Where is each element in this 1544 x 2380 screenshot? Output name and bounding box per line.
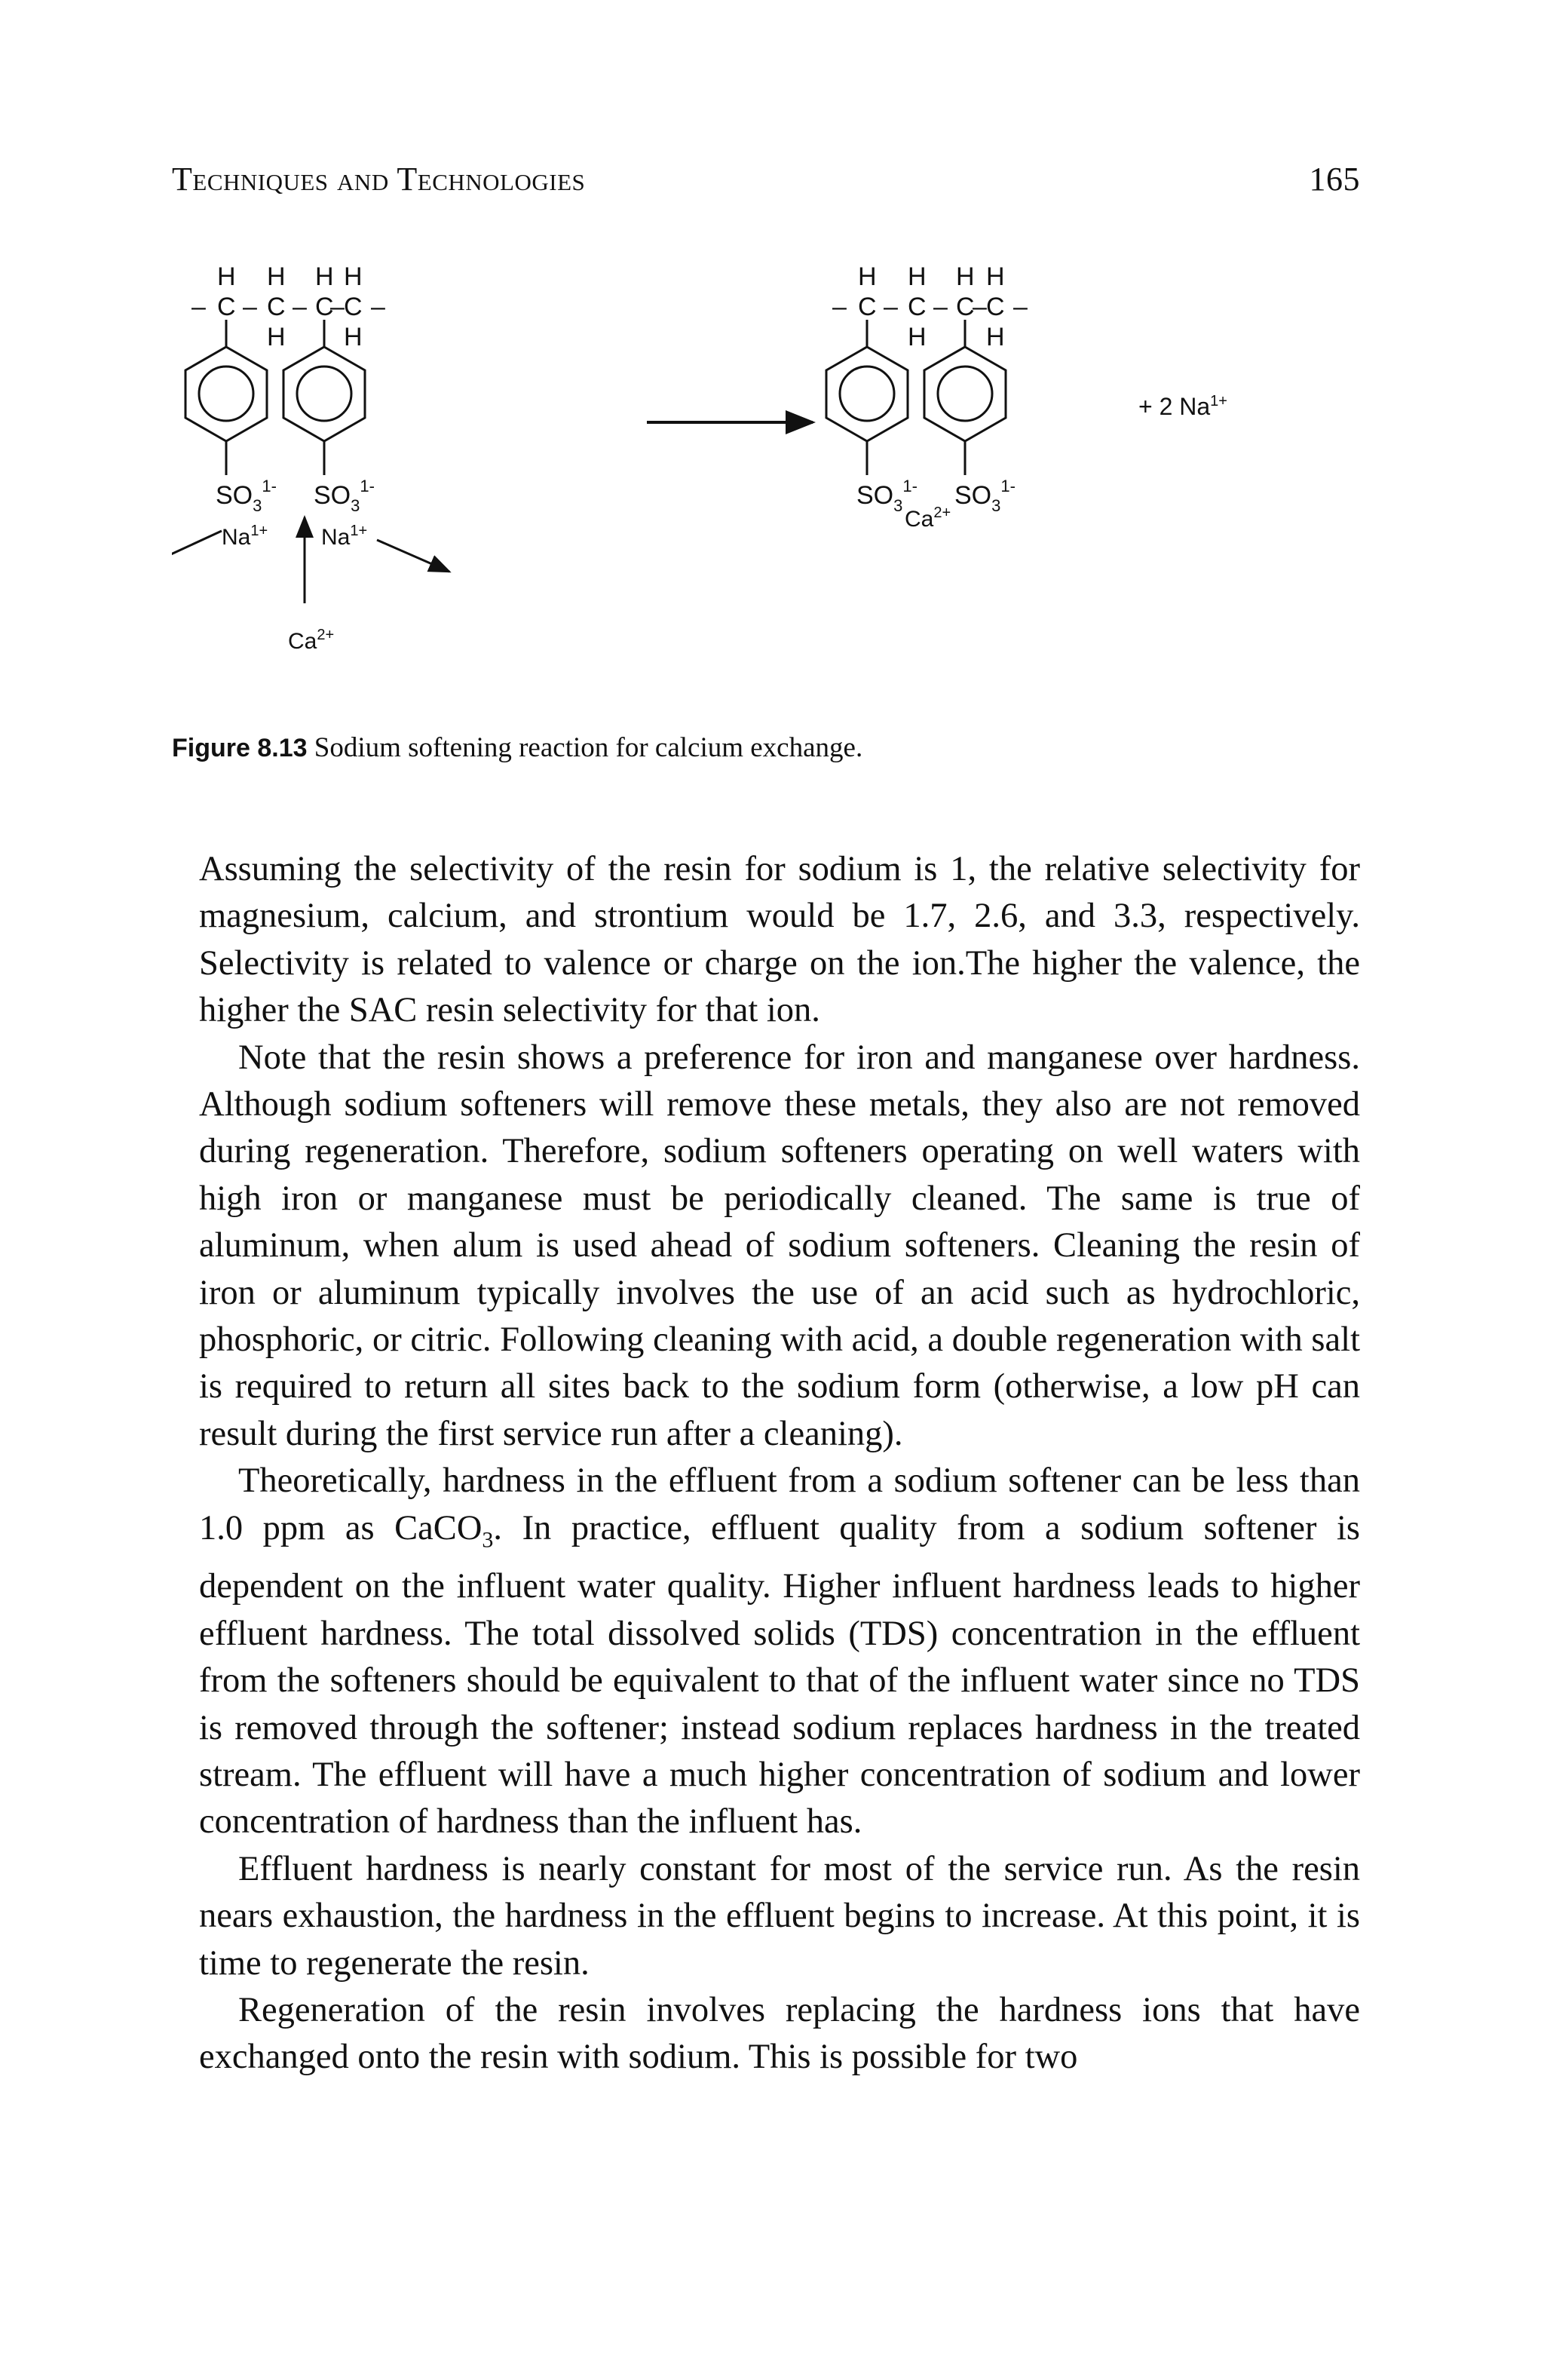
svg-text:Ca2+: $Ca^{2+}$ [288,627,335,654]
left-bond-1: – [191,293,206,321]
right-bond-1: – [832,293,847,321]
right-carbon-4: C [986,293,1005,321]
left-carbon-3: C [315,293,334,321]
left-carbon-4: C [344,293,363,321]
right-bond-3: – [933,293,948,321]
paragraph-effluent-quality: Theoretically, hardness in the effluent from a sodium softener can be less than 1.0 ppm as CaCO$_3$. In practice, effluent quality from a sodium softener is dependent on the influent water quality. Higher influent hardness leads to higher effluent hardness. The total dissolved solids (TDS) concentration in the effluent from the softeners should be equivalent to that of the influent water since no TDS is removed through the softener; instead sodium replaces hardness in the treated stream. The effluent will have a much higher concentration of sodium and lower concentration of hardness than the influent has. [199,1461,1361,1842]
right-h-top-4: H [986,262,1005,291]
right-h-bottom-1: H [908,323,927,351]
incoming-calcium [288,627,334,654]
left-h-top-2: H [267,262,286,291]
right-sulfonates [856,477,1016,532]
body-text [199,846,1360,2081]
left-carbon-2: C [267,293,286,321]
right-carbon-1: C [858,293,877,321]
figure-label: Figure 8.13 [172,734,308,762]
left-h-top-3: H [315,262,334,291]
svg-text:SO31-: $SO_3^{1-}$ [856,477,918,515]
figure-caption-text: Sodium softening reaction for calcium exchange. [314,732,863,763]
paragraph-selectivity: Assuming the selectivity of the resin for sodium is 1, the relative selectivity for magnesium, calcium, and strontium would be 1.7, 2.6, and 3.3, respectively. Selectivity is related to valence or charge on the ion.The higher the valence, the higher the SAC resin selectivity for that ion. [199,850,1360,1030]
svg-text:SO31-: $SO_3^{1-}$ [216,477,277,515]
left-ring-2-circle [297,367,351,421]
right-benzene-rings [826,347,1006,475]
left-benzene-rings [185,347,365,475]
svg-text:SO31-: $SO_3^{1-}$ [314,477,375,515]
svg-text:Ca2+: $Ca^{2+}$ [905,505,951,532]
page-number: 165 [1309,161,1360,198]
svg-text:Na1+: $Na^{1+}$ [222,523,268,550]
running-head [172,160,1360,205]
left-ring-1-circle [199,367,253,421]
right-carbon-3: C [956,293,975,321]
right-ring-1-circle [840,367,894,421]
na-release-arrow-left [172,531,222,567]
svg-text:Na1+: $Na^{1+}$ [321,523,368,550]
right-h-bottom-2: H [986,323,1005,351]
left-ring-1 [185,347,267,441]
left-bond-5: – [371,293,385,321]
paragraph-effluent-hardness: Effluent hardness is nearly constant for most of the service run. As the resin nears exhaustion, the hardness in the effluent begins to increase. At this point, it is time to regenerate the resin. [199,1849,1360,1983]
released-sodium [1138,393,1227,420]
left-bond-4: – [330,293,345,321]
right-bond-5: – [1013,293,1028,321]
right-ring-2 [924,347,1006,441]
right-h-top-3: H [956,262,975,291]
left-h-top-1: H [217,262,236,291]
svg-text:+ 2 Na1+: + 2 $Na^{1+}$ [1138,393,1227,420]
running-title: Techniques and Technologies [172,161,586,198]
right-carbon-2: C [908,293,927,321]
left-bond-2: – [243,293,257,321]
figure-caption [172,731,1360,764]
left-h-bottom-2: H [344,323,363,351]
right-ring-1 [826,347,908,441]
right-polymer [832,262,1028,351]
left-h-bottom-1: H [267,323,286,351]
left-h-top-4: H [344,262,363,291]
paragraph-regeneration: Regeneration of the resin involves replacing the hardness ions that have exchanged onto the resin with sodium. This is possible for two [199,1991,1360,2077]
right-h-top-2: H [908,262,927,291]
na-release-arrow-right [377,540,449,572]
left-bond-3: – [293,293,307,321]
left-sulfonates [216,477,375,550]
right-bond-4: – [973,293,987,321]
paragraph-iron-manganese: Note that the resin shows a preference for iron and manganese over hardness. Although sodium softeners will remove these metals, they also are not removed during regeneration. Therefore, sodium softeners operating on well waters with high iron or manganese must be periodically cleaned. The same is true of aluminum, when alum is used ahead of sodium softeners. Cleaning the resin of iron or aluminum typically involves the use of an acid such as hydrochloric, phosphoric, or citric. Following cleaning with acid, a double regeneration with salt is required to return all sites back to the sodium form (otherwise, a low pH can result during the first service run after a cleaning). [199,1038,1360,1453]
right-ring-2-circle [938,367,992,421]
exchange-arrows [172,517,449,603]
right-bond-2: – [884,293,898,321]
right-h-top-1: H [858,262,877,291]
left-ring-2 [283,347,365,441]
reaction-diagram [172,226,1360,724]
left-carbon-1: C [217,293,236,321]
reaction-figure [172,226,1360,724]
svg-text:SO31-: $SO_3^{1-}$ [954,477,1016,515]
left-polymer [191,262,385,351]
